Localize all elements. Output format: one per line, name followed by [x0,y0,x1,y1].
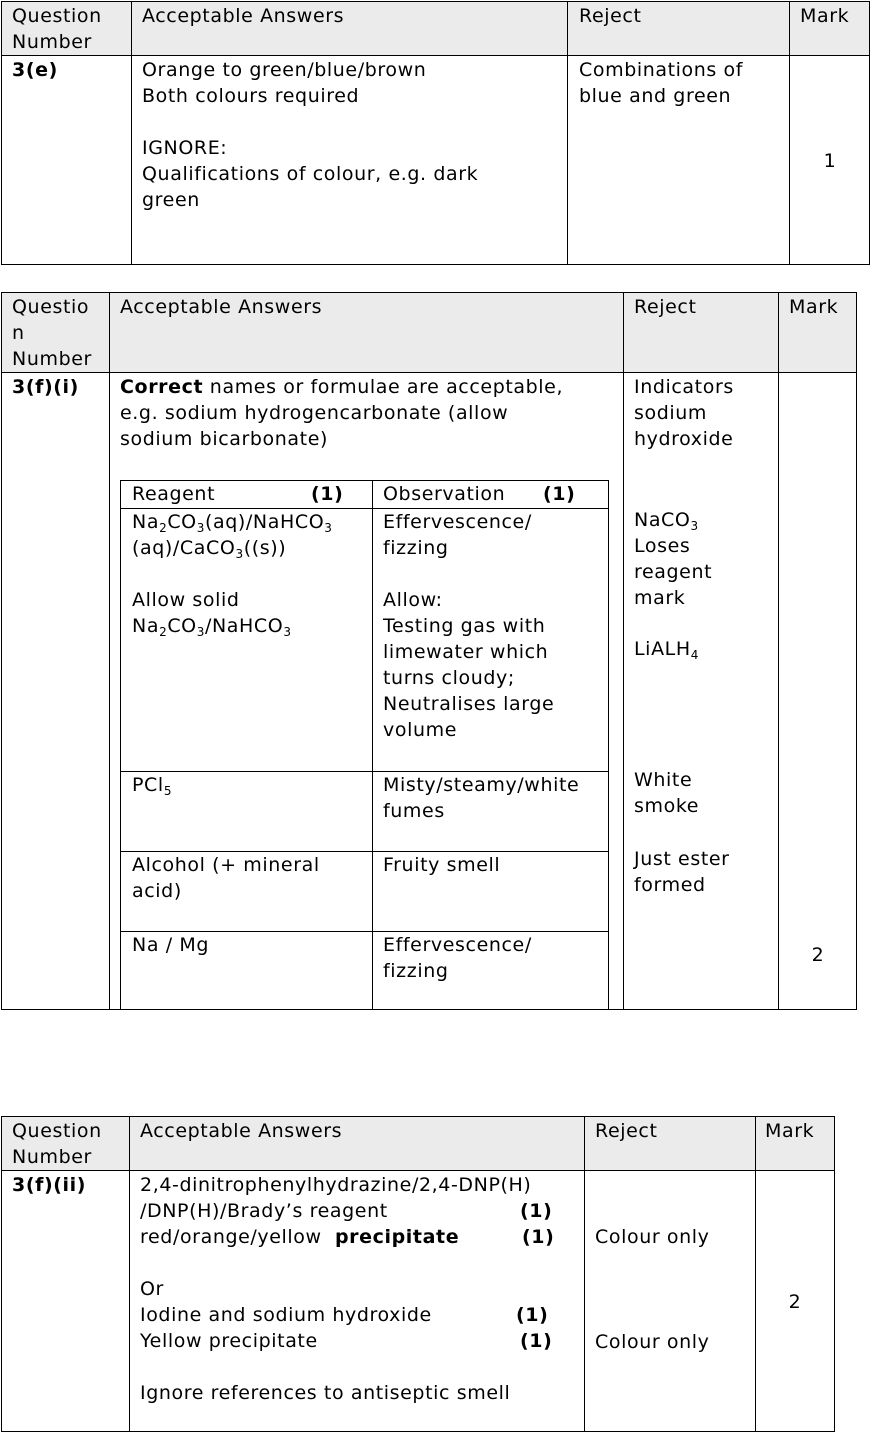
header-question-number: Questio n Number [12,296,92,370]
header-acceptable-answers: Acceptable Answers [140,1120,343,1142]
acceptable-intro: Correct names or formulae are acceptable, e.g. sodium hydrogencarbonate (allow sodium bicarbonate) [120,376,564,450]
mark-value: 2 [811,944,825,966]
mark-brady: (1) [520,1200,553,1222]
observation-fumes: Misty/steamy/white fumes [383,774,580,822]
mark-iodine: (1) [516,1304,549,1326]
header-mark: Mark [789,296,839,318]
reject-naco3: NaCO$_3$ Loses reagent mark [634,509,713,609]
observation-effervescence-2: Effervescence/ fizzing [383,934,532,982]
inner-header-observation-mark: (1) [543,483,576,505]
reagent-observation-table [120,480,609,1010]
header-acceptable-answers: Acceptable Answers [142,5,345,27]
mark-value: 2 [788,1291,802,1313]
question-number: 3(e) [12,59,58,81]
table-3fii [1,1116,835,1432]
question-number: 3(f)(ii) [12,1174,87,1196]
reagent-na-mg: Na / Mg [132,934,209,956]
table-3fi [1,292,857,1010]
inner-header-observation: Observation [383,483,506,505]
header-reject: Reject [634,296,697,318]
mark-yellow-precipitate: (1) [520,1330,553,1352]
reagent-carbonate: $Na_2CO_3(aq)/NaHCO_3$ (aq)/CaCO$_3$((s)) Allow solid $Na_2CO_3/NaHCO_3$ [132,511,333,639]
header-reject: Reject [579,5,642,27]
reject-white-smoke: White smoke [634,769,700,817]
header-question-number: Question Number [12,1120,102,1168]
acceptable-answers: Orange to green/blue/brown Both colours required IGNORE: Qualifications of colour, e.g. dark green [142,59,479,211]
observation-fruity: Fruity smell [383,854,501,876]
mark-value: 1 [823,150,837,172]
header-reject: Reject [595,1120,658,1142]
header-mark: Mark [800,5,850,27]
reject-colour-only-1: Colour only [595,1226,710,1248]
reject-text: Combinations of blue and green [579,59,744,107]
header-mark: Mark [765,1120,815,1142]
acceptable-answers: 2,4-dinitrophenylhydrazine/2,4-DNP(H) /DNP(H)/Brady’s reagent red/orange/yellow precipitate Or Iodine and sodium hydroxide Yellow precipitate Ignore references to antiseptic smell [140,1174,532,1404]
reject-indicators: Indicators sodium hydroxide [634,376,734,450]
mark-precipitate: (1) [522,1226,555,1248]
inner-header-reagent-mark: (1) [311,483,344,505]
reject-colour-only-2: Colour only [595,1331,710,1353]
table-3e [1,1,870,265]
reagent-pcl5: PCl$_5$ [132,774,173,798]
observation-effervescence: Effervescence/ fizzing Allow: Testing gas with limewater which turns cloudy; Neutralises large volume [383,511,555,741]
inner-header-reagent: Reagent [132,483,216,505]
question-number: 3(f)(i) [12,376,79,398]
reject-lialh4: LiALH$_4$ [634,638,699,662]
header-question-number: Question Number [12,5,102,53]
reject-just-ester: Just ester formed [634,848,730,896]
header-acceptable-answers: Acceptable Answers [120,296,323,318]
reagent-alcohol: Alcohol (+ mineral acid) [132,854,320,902]
